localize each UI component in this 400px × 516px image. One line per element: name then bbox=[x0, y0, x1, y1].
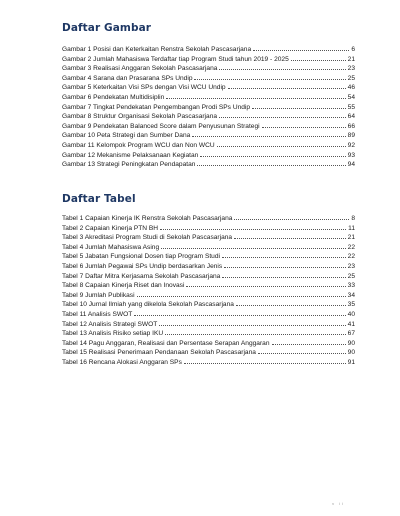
dot-leader bbox=[165, 328, 346, 335]
dot-leader bbox=[224, 261, 345, 268]
toc-entry[interactable] bbox=[62, 159, 355, 169]
dot-leader bbox=[134, 309, 345, 316]
toc-entry[interactable] bbox=[62, 347, 355, 357]
toc-entry[interactable] bbox=[62, 242, 355, 252]
toc-entry[interactable] bbox=[62, 130, 355, 140]
dot-leader bbox=[160, 223, 346, 230]
toc-entry-page-number: 46 bbox=[347, 84, 355, 92]
toc-entry[interactable] bbox=[62, 73, 355, 83]
toc-entry-label: Gambar 10 Peta Strategi dan Sumber Dana bbox=[62, 132, 191, 140]
toc-entry-page-number: 55 bbox=[347, 103, 355, 111]
dot-leader bbox=[186, 280, 345, 287]
toc-entry-label: Tabel 2 Capaian Kinerja PTN BH bbox=[62, 224, 159, 232]
toc-entry-label: Tabel 1 Capaian Kinerja IK Renstra Sekolah Pascasarjana bbox=[62, 215, 233, 222]
toc-entry[interactable] bbox=[62, 213, 355, 223]
dot-leader bbox=[222, 271, 345, 278]
toc-entry-label: Tabel 6 Jumlah Pegawai SPs Undip berdasarkan Jenis bbox=[62, 262, 223, 270]
toc-entry-label: Gambar 4 Sarana dan Prasarana SPs Undip bbox=[62, 74, 193, 82]
toc-entry-label: Tabel 9 Jumlah Publikasi bbox=[62, 291, 135, 299]
dot-leader bbox=[234, 213, 349, 220]
toc-entry-page-number: 22 bbox=[347, 253, 355, 261]
toc-entry-page-number: 33 bbox=[347, 282, 355, 290]
toc-entry-page-number: 35 bbox=[347, 301, 355, 309]
toc-entry-label: Gambar 6 Pendekatan Multidisiplin bbox=[62, 93, 165, 101]
toc-entry[interactable] bbox=[62, 338, 355, 348]
tables-list bbox=[62, 213, 355, 367]
toc-entry-label: Tabel 5 Jabatan Fungsional Dosen tiap Program Studi bbox=[62, 253, 220, 261]
toc-entry[interactable] bbox=[62, 280, 355, 290]
dot-leader bbox=[252, 102, 346, 109]
toc-entry-page-number: 89 bbox=[347, 132, 355, 140]
toc-entry-page-number: 91 bbox=[347, 358, 355, 366]
toc-entry[interactable] bbox=[62, 82, 355, 92]
toc-entry-label: Gambar 11 Kelompok Program WCU dan Non WCU bbox=[62, 141, 215, 149]
toc-entry-page-number: 21 bbox=[347, 55, 355, 63]
toc-entry[interactable] bbox=[62, 111, 355, 121]
toc-entry[interactable] bbox=[62, 357, 355, 367]
dot-leader bbox=[166, 92, 345, 99]
toc-entry[interactable] bbox=[62, 54, 355, 64]
toc-entry-label: Tabel 16 Rencana Alokasi Anggaran SPs bbox=[62, 358, 182, 366]
tables-heading: Daftar Tabel bbox=[62, 193, 136, 205]
toc-entry-label: Tabel 4 Jumlah Mahasiswa Asing bbox=[62, 243, 160, 251]
dot-leader bbox=[219, 111, 346, 118]
toc-entry-page-number: 40 bbox=[347, 310, 355, 318]
dot-leader bbox=[272, 338, 346, 345]
toc-entry-page-number: 23 bbox=[347, 65, 355, 73]
dot-leader bbox=[291, 54, 346, 61]
toc-entry-label: Tabel 13 Analisis Risiko setiap IKU bbox=[62, 330, 164, 338]
toc-entry[interactable] bbox=[62, 261, 355, 271]
toc-entry[interactable] bbox=[62, 232, 355, 242]
toc-entry-label: Tabel 7 Daftar Mitra Kerjasama Sekolah Pascasarjana bbox=[62, 272, 221, 280]
figures-heading: Daftar Gambar bbox=[62, 22, 152, 34]
toc-entry-page-number: 92 bbox=[347, 141, 355, 149]
dot-leader bbox=[222, 251, 346, 258]
toc-entry-page-number: 6 bbox=[351, 46, 355, 53]
toc-entry-page-number: 8 bbox=[351, 215, 355, 222]
toc-entry-page-number: 66 bbox=[347, 122, 355, 130]
dot-leader bbox=[137, 290, 346, 297]
toc-entry[interactable] bbox=[62, 290, 355, 300]
dot-leader bbox=[228, 82, 346, 89]
toc-entry[interactable] bbox=[62, 63, 355, 73]
page-number: v ii bbox=[332, 501, 345, 506]
toc-entry-label: Tabel 10 Jurnal Ilmiah yang dikelola Sekolah Pascasarjana bbox=[62, 301, 234, 309]
toc-entry[interactable] bbox=[62, 92, 355, 102]
dot-leader bbox=[217, 140, 346, 147]
dot-leader bbox=[234, 232, 346, 239]
dot-leader bbox=[258, 347, 346, 354]
toc-entry-label: Tabel 3 Akreditasi Program Studi di Sekolah Pascasarjana bbox=[62, 234, 233, 242]
toc-entry-page-number: 54 bbox=[347, 93, 355, 101]
toc-entry[interactable] bbox=[62, 299, 355, 309]
toc-entry[interactable] bbox=[62, 328, 355, 338]
toc-entry-label: Gambar 13 Strategi Peningkatan Pendapatan bbox=[62, 161, 196, 169]
dot-leader bbox=[194, 73, 345, 80]
dot-leader bbox=[197, 159, 345, 166]
toc-entry-label: Gambar 3 Realisasi Anggaran Sekolah Pascasarjana bbox=[62, 65, 218, 73]
toc-entry-label: Gambar 7 Tingkat Pendekatan Pengembangan Prodi SPs Undip bbox=[62, 103, 251, 111]
toc-entry-label: Tabel 11 Analisis SWOT bbox=[62, 310, 133, 318]
toc-entry[interactable] bbox=[62, 121, 355, 131]
toc-entry-page-number: 41 bbox=[347, 320, 355, 328]
dot-leader bbox=[253, 44, 349, 51]
toc-entry-page-number: 34 bbox=[347, 291, 355, 299]
toc-entry-label: Gambar 9 Pendekatan Balanced Score dalam Penyusunan Strategi bbox=[62, 122, 260, 130]
toc-entry-label: Tabel 14 Pagu Anggaran, Realisasi dan Persentase Serapan Anggaran bbox=[62, 339, 270, 347]
toc-entry[interactable] bbox=[62, 309, 355, 319]
toc-entry-page-number: 90 bbox=[347, 339, 355, 347]
toc-entry-page-number: 22 bbox=[347, 243, 355, 251]
dot-leader bbox=[159, 319, 345, 326]
toc-entry-label: Gambar 5 Keterkaitan Visi SPs dengan Visi WCU Undip bbox=[62, 84, 226, 92]
toc-entry-page-number: 25 bbox=[347, 74, 355, 82]
toc-entry-page-number: 67 bbox=[347, 330, 355, 338]
toc-entry-label: Gambar 12 Mekanisme Pelaksanaan Kegiatan bbox=[62, 151, 199, 159]
dot-leader bbox=[184, 357, 346, 364]
toc-entry[interactable] bbox=[62, 319, 355, 329]
toc-entry-page-number: 64 bbox=[347, 113, 355, 121]
toc-entry[interactable] bbox=[62, 223, 355, 233]
toc-entry[interactable] bbox=[62, 102, 355, 112]
toc-entry-label: Gambar 8 Struktur Organisasi Sekolah Pascasarjana bbox=[62, 113, 218, 121]
toc-entry-label: Tabel 15 Realisasi Penerimaan Pendanaan Sekolah Pascasarjana bbox=[62, 349, 256, 357]
toc-entry-label: Tabel 8 Capaian Kinerja Riset dan Inovasi bbox=[62, 282, 185, 290]
toc-entry[interactable] bbox=[62, 271, 355, 281]
toc-entry[interactable] bbox=[62, 140, 355, 150]
toc-entry[interactable] bbox=[62, 44, 355, 54]
dot-leader bbox=[236, 299, 346, 306]
toc-entry-page-number: 25 bbox=[347, 272, 355, 280]
toc-entry-page-number: 93 bbox=[347, 151, 355, 159]
toc-entry[interactable] bbox=[62, 251, 355, 261]
toc-entry-page-number: 90 bbox=[347, 349, 355, 357]
figures-list bbox=[62, 44, 355, 169]
dot-leader bbox=[200, 150, 345, 157]
dot-leader bbox=[161, 242, 346, 249]
toc-entry-page-number: 21 bbox=[347, 234, 355, 242]
toc-entry-label: Gambar 1 Posisi dan Keterkaitan Renstra Sekolah Pascasarjana bbox=[62, 46, 252, 53]
dot-leader bbox=[219, 63, 345, 70]
toc-entry[interactable] bbox=[62, 150, 355, 160]
toc-entry-page-number: 94 bbox=[347, 161, 355, 169]
dot-leader bbox=[262, 121, 346, 128]
toc-entry-page-number: 11 bbox=[348, 224, 355, 232]
toc-entry-page-number: 23 bbox=[347, 262, 355, 270]
dot-leader bbox=[192, 130, 345, 137]
toc-entry-label: Tabel 12 Analisis Strategi SWOT bbox=[62, 320, 158, 328]
toc-entry-label: Gambar 2 Jumlah Mahasiswa Terdaftar tiap Program Studi tahun 2019 - 2025 bbox=[62, 55, 289, 63]
